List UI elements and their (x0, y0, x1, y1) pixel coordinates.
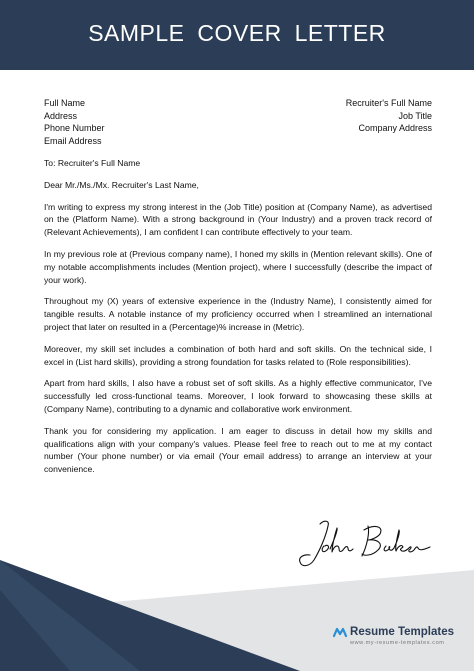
recipient-block (346, 97, 432, 135)
paragraph-hard-skills: Moreover, my skill set includes a combination of both hard and soft skills. On the technical side, I excel in (List hard skills), providing a strong foundation for tasks related to (Role responsibilities). (44, 343, 432, 367)
recipient-job-title: Job Title (398, 110, 432, 121)
letter-body (44, 157, 432, 485)
recipient-company-address: Company Address (358, 123, 432, 134)
sender-email: Email Address (44, 135, 102, 146)
brand-name: Resume Templates (350, 626, 454, 638)
paragraph-soft-skills: Apart from hard skills, I also have a robust set of soft skills. As a highly effective communicator, I've successfully led cross-functional teams. Moreover, I look forward to showcasing these skills at (Company Name), contributing to a dynamic and collaborative work environment. (44, 378, 432, 414)
brand-url: www.my-resume-templates.com (350, 640, 445, 646)
recipient-name: Recruiter's Full Name (345, 98, 432, 108)
paragraph-intro: I'm writing to express my strong interest in the (Job Title) position at (Company Name), as advertised on the (Platform Name). With a strong background in (Your Industry) and a proven track record of (Relevant Achievements), I am confident I can contribute effectively to your team. (44, 201, 432, 238)
paragraph-previous-role: In my previous role at (Previous company name), I honed my skills in (Mention relevant skills). One of my notable accomplishments includes (Mention project), where I successfully (describe the impact of your work). (44, 248, 432, 285)
sender-name: Full Name (44, 98, 86, 108)
salutation: Dear Mr./Ms./Mx. Recruiter's Last Name, (44, 179, 199, 190)
brand-mark-icon (333, 626, 347, 638)
title-banner (0, 0, 474, 70)
to-line: To: Recruiter's Full Name (44, 158, 141, 168)
paragraph-closing: Thank you for considering my application. I am eager to discuss in detail how my skills and qualifications align with your company's values. Please feel free to reach out to me at my contact number (Your phone number) or via email (Your email address) to arrange an interview at your convenience. (44, 425, 432, 475)
sender-phone: Phone Number (44, 123, 105, 134)
sender-block (44, 97, 105, 147)
footer-decoration (0, 560, 474, 671)
brand-logo[interactable] (333, 626, 454, 646)
page-title: SAMPLE COVER LETTER (88, 20, 386, 46)
sender-address: Address (44, 110, 78, 121)
paragraph-experience: Throughout my (X) years of extensive experience in the (Industry Name), I consistently aimed for tangible results. A notable instance of my proficiency occurred when I streamlined an international project that later on resulted in a (Percentage)% increase in (Metric). (44, 296, 432, 332)
